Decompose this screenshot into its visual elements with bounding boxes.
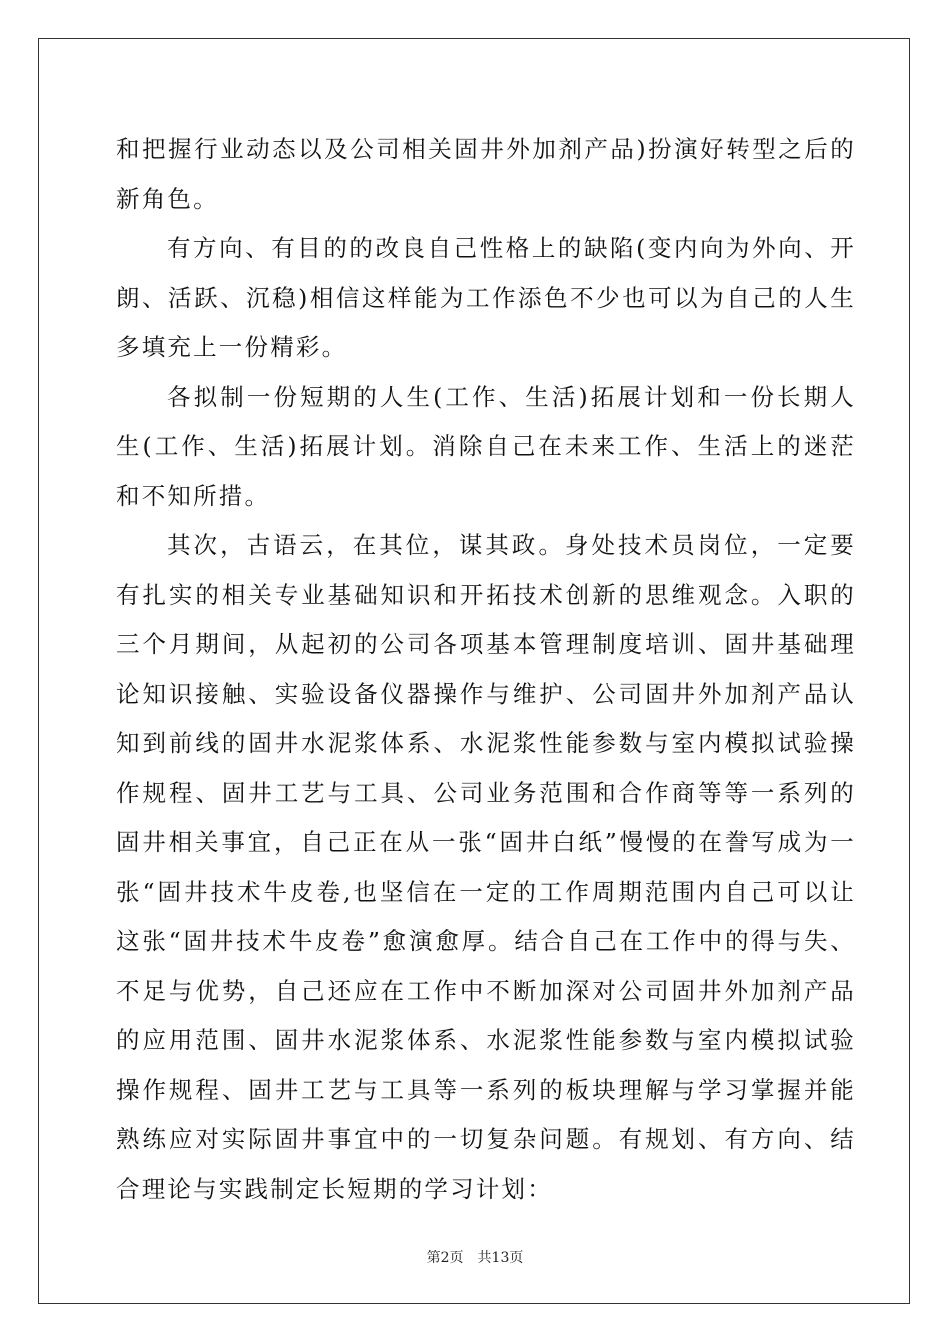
document-body [116, 125, 856, 1214]
page-total: 共13页 [477, 1250, 524, 1266]
paragraph-2: 有方向、有目的的改良自己性格上的缺陷(变内向为外向、开朗、活跃、沉稳)相信这样能为工作添色不少也可以为自己的人生多填充上一份精彩。 [116, 234, 856, 361]
paragraph-3: 各拟制一份短期的人生(工作、生活)拓展计划和一份长期人生(工作、生活)拓展计划。消除自己在未来工作、生活上的迷茫和不知所措。 [116, 382, 856, 510]
paragraph-4: 其次，古语云，在其位，谋其政。身处技术员岗位，一定要有扎实的相关专业基础知识和开拓技术创新的思维观念。入职的三个月期间，从起初的公司各项基本管理制度培训、固井基础理论知识接触、实验设备仪器操作与维护、公司固井外加剂产品认知到前线的固井水泥浆体系、水泥浆性能参数与室内模拟试验操作规程、固井工艺与工具、公司业务范围和合作商等等一系列的固井相关事宜，自己正在从一张“固井白纸”慢慢的在誊写成为一张“固井技术牛皮卷,也坚信在一定的工作周期范围内自己可以让这张“固井技术牛皮卷”愈演愈厚。结合自己在工作中的得与失、不足与优势，自己还应在工作中不断加深对公司固井外加剂产品的应用范围、固井水泥浆体系、水泥浆性能参数与室内模拟试验操作规程、固井工艺与工具等一系列的板块理解与学习掌握并能熟练应对实际固井事宜中的一切复杂问题。有规划、有方向、结合理论与实践制定长短期的学习计划： [116, 531, 856, 1203]
page-footer [0, 1247, 950, 1267]
page-number: 第2页 [426, 1250, 464, 1266]
paragraph-1: 和把握行业动态以及公司相关固井外加剂产品)扮演好转型之后的新角色。 [116, 135, 856, 213]
